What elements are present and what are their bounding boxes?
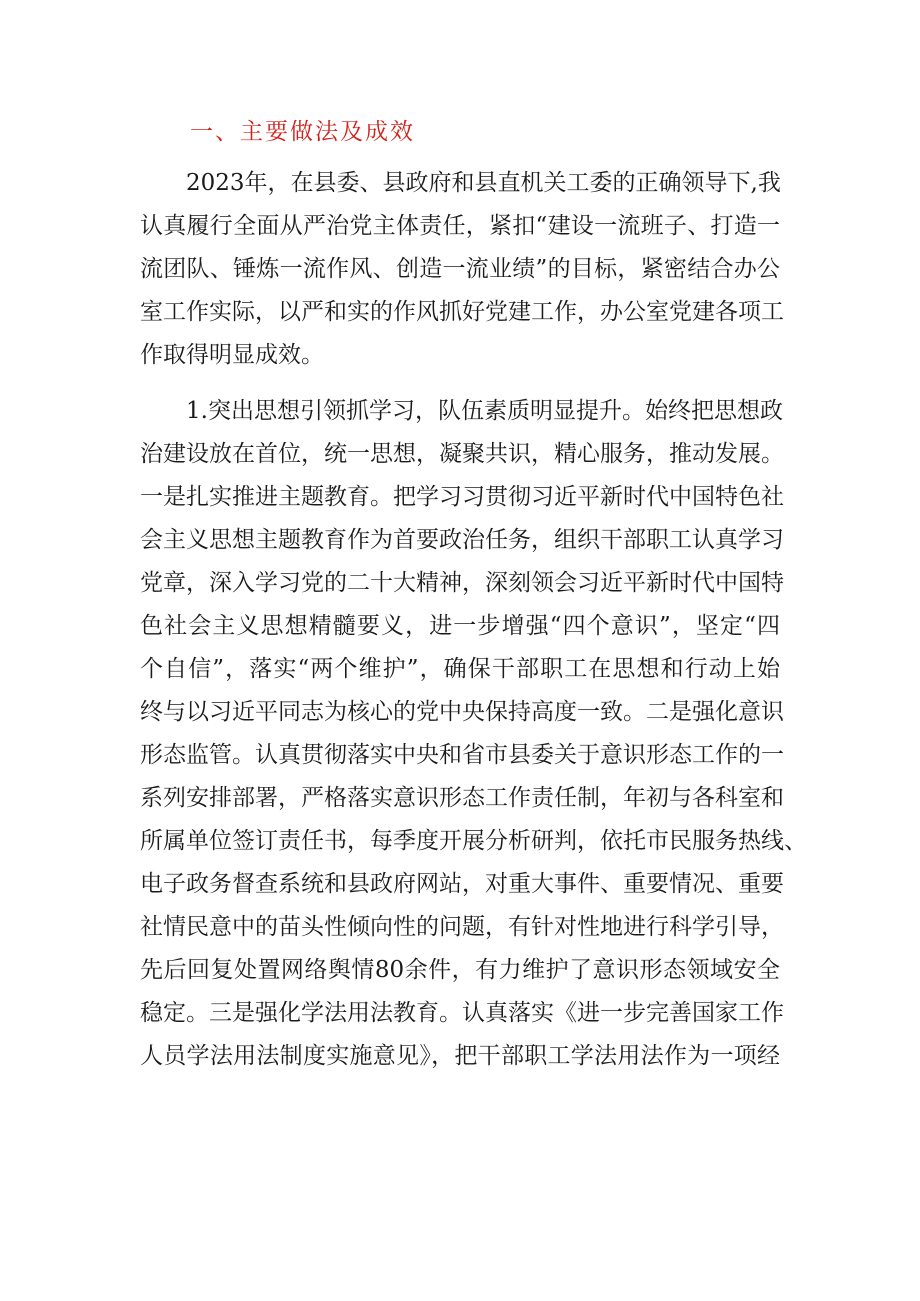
paragraph-1-line-5: 作取得明显成效。 [140, 342, 324, 368]
paragraph-2-line-7: 个自信”，落实“两个维护”，确保干部职工在思想和行动上始 [140, 656, 780, 682]
paragraph-2-line-5: 党章，深入学习党的二十大精神，深刻领会习近平新时代中国特 [140, 570, 784, 596]
paragraph-2-line-16: 人员学法用法制度实施意见》，把干部职工学法用法作为一项经 [140, 1043, 780, 1069]
paragraph-2-line-14: 先后回复处置网络舆情80余件，有力维护了意识形态领域安全 [140, 957, 780, 983]
paragraph-2-line-3: 一是扎实推进主题教育。把学习习贯彻习近平新时代中国特色社 [140, 484, 784, 510]
paragraph-2-line-11: 所属单位签订责任书，每季度开展分析研判，依托市民服务热线、 [140, 828, 807, 854]
paragraph-1-line-4: 室工作实际，以严和实的作风抓好党建工作，办公室党建各项工 [140, 299, 784, 325]
paragraph-2-line-8: 终与以习近平同志为核心的党中央保持高度一致。二是强化意识 [140, 699, 784, 725]
paragraph-1-line-2: 认真履行全面从严治党主体责任，紧扣“建设一流班子、打造一 [140, 213, 780, 239]
paragraph-2-line-12: 电子政务督查系统和县政府网站，对重大事件、重要情况、重要 [140, 871, 784, 897]
paragraph-2-line-9: 形态监管。认真贯彻落实中央和省市县委关于意识形态工作的一 [140, 742, 784, 768]
paragraph-2-line-13: 社情民意中的苗头性倾向性的问题，有针对性地进行科学引导， [140, 914, 784, 940]
paragraph-2-line-2: 治建设放在首位，统一思想，凝聚共识，精心服务，推动发展。 [140, 441, 784, 467]
paragraph-2-line-6: 色社会主义思想精髓要义，进一步增强“四个意识”，坚定“四 [140, 613, 780, 639]
paragraph-2-line-15: 稳定。三是强化学法用法教育。认真落实《进一步完善国家工作 [140, 1000, 784, 1026]
paragraph-1-line-3: 流团队、锤炼一流作风、创造一流业绩”的目标，紧密结合办公 [140, 256, 780, 282]
paragraph-2-line-4: 会主义思想主题教育作为首要政治任务，组织干部职工认真学习 [140, 527, 784, 553]
section-heading: 一、主要做法及成效 [190, 119, 415, 145]
paragraph-2-line-10: 系列安排部署，严格落实意识形态工作责任制，年初与各科室和 [140, 785, 784, 811]
paragraph-1-line-1: 2023年，在县委、县政府和县直机关工委的正确领导下,我 [186, 170, 781, 196]
paragraph-2-line-1: 1.突出思想引领抓学习，队伍素质明显提升。始终把思想政 [186, 398, 783, 424]
